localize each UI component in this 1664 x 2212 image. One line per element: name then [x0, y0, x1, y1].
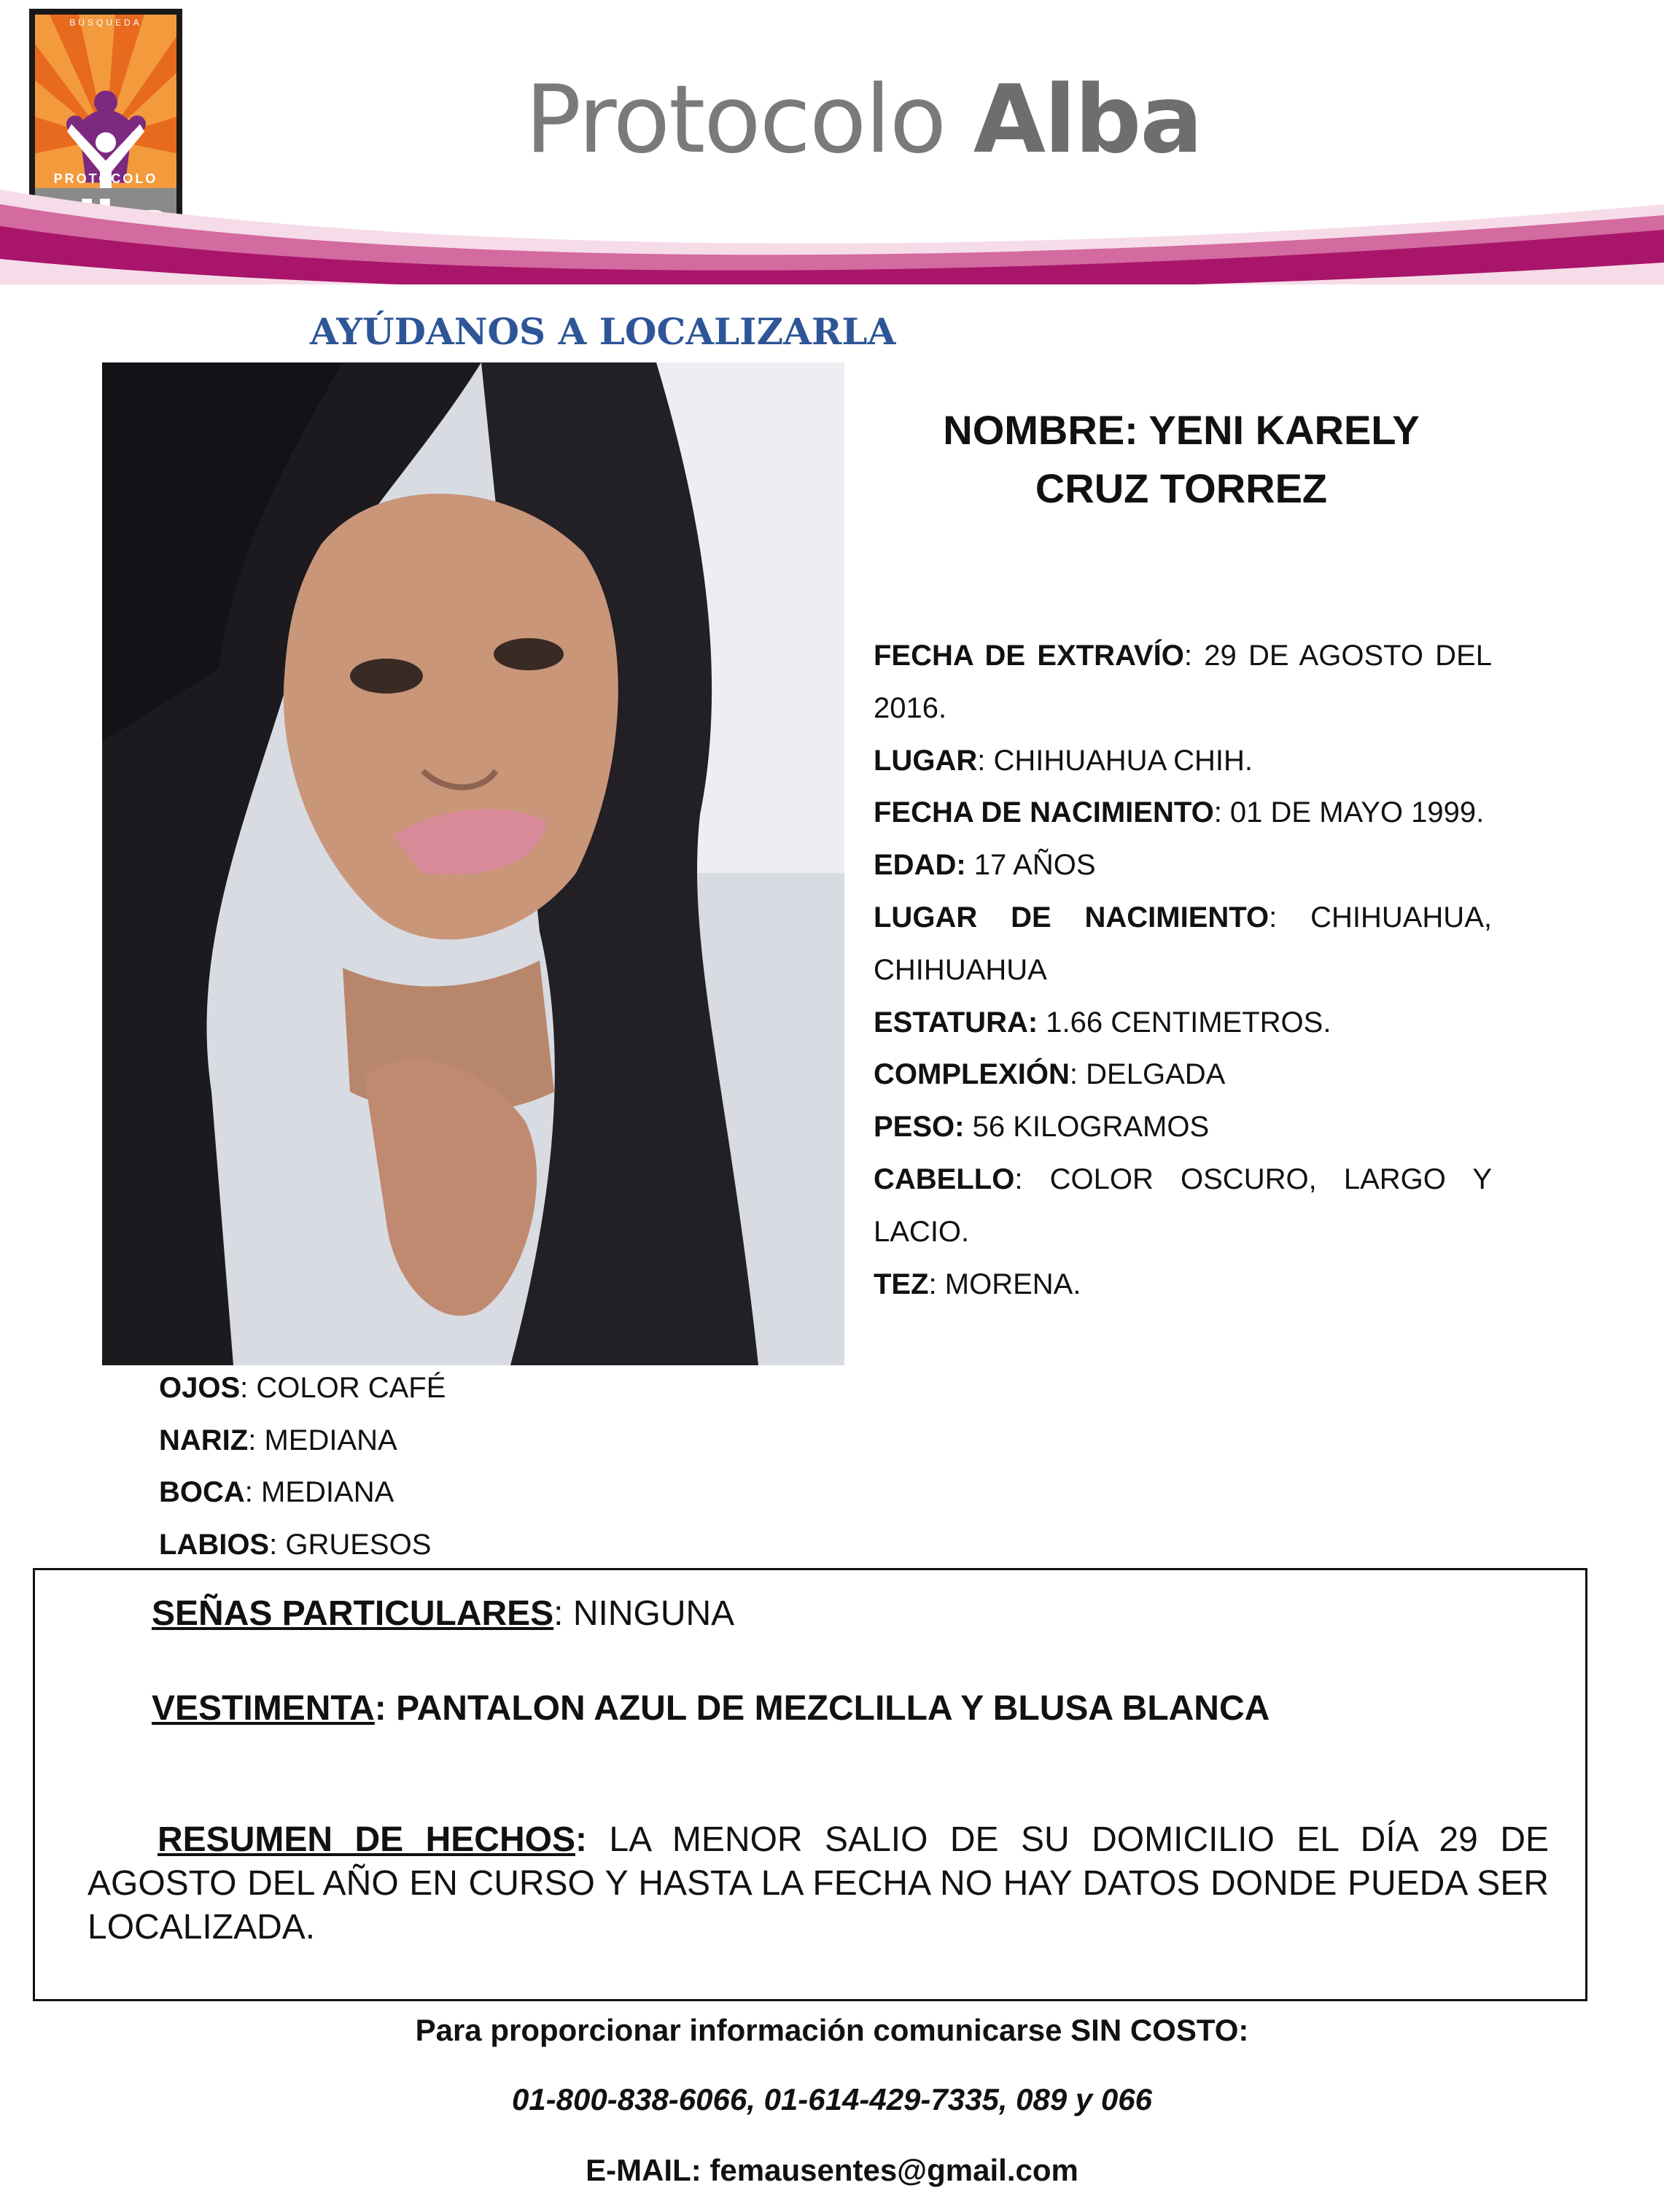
detail-value: COLOR OSCURO, LARGO Y LACIO. [874, 1163, 1492, 1248]
feature-value: : MEDIANA [248, 1424, 397, 1456]
detail-key: PESO: [874, 1111, 965, 1144]
detail-estatura [874, 997, 1492, 1049]
person-details [874, 630, 1492, 1311]
person-name-line-1: NOMBRE: YENI KARELY [943, 407, 1420, 453]
detail-key: LUGAR [874, 744, 978, 777]
detail-value: MORENA. [936, 1268, 1081, 1300]
feature-boca [159, 1467, 446, 1519]
detail-key: COMPLEXIÓN [874, 1058, 1070, 1091]
feature-ojos [159, 1362, 446, 1415]
feature-nariz [159, 1415, 446, 1467]
info-box [33, 1568, 1587, 2001]
detail-sep: : [1269, 901, 1278, 934]
feature-key: NARIZ [159, 1424, 249, 1456]
detail-fecha-extravio [874, 630, 1492, 735]
detail-value: DELGADA [1078, 1058, 1226, 1091]
person-name [860, 401, 1502, 518]
senas-particulares [152, 1594, 734, 1634]
detail-sep: : [977, 744, 986, 777]
vestimenta [152, 1688, 1270, 1728]
help-heading: AYÚDANOS A LOCALIZARLA [310, 310, 896, 353]
feature-key: LABIOS [159, 1528, 270, 1561]
detail-value: 56 KILOGRAMOS [964, 1111, 1210, 1144]
footer-contact-intro: Para proporcionar información comunicarse SIN COSTO: [415, 2013, 1249, 2047]
detail-complexion [874, 1049, 1492, 1101]
detail-key: TEZ [874, 1268, 929, 1300]
feature-value: : COLOR CAFÉ [240, 1372, 446, 1404]
resumen-key: RESUMEN DE HECHOS [158, 1820, 575, 1859]
feature-value: : MEDIANA [244, 1476, 394, 1508]
feature-labios [159, 1519, 446, 1572]
resumen-hechos [88, 1818, 1549, 1949]
senas-key: SEÑAS PARTICULARES [152, 1594, 554, 1633]
feature-value: : GRUESOS [269, 1528, 432, 1561]
detail-lugar-nacimiento [874, 892, 1492, 997]
detail-value: CHIHUAHUA, CHIHUAHUA [874, 901, 1492, 986]
feature-key: BOCA [159, 1476, 245, 1508]
detail-key: CABELLO [874, 1163, 1015, 1195]
detail-key: FECHA DE NACIMIENTO [874, 796, 1214, 829]
detail-tez [874, 1259, 1492, 1311]
detail-value: 29 DE AGOSTO DEL 2016. [874, 640, 1492, 724]
detail-fecha-nacimiento [874, 787, 1492, 839]
logo-top-text: BÚSQUEDA [69, 18, 142, 28]
portrait-image [102, 362, 844, 1365]
missing-person-photo [102, 362, 844, 1365]
vest-value: : PANTALON AZUL DE MEZCLILLA Y BLUSA BLANCA [374, 1689, 1270, 1728]
page-header [0, 0, 1664, 292]
vest-key: VESTIMENTA [152, 1689, 375, 1728]
resumen-value: LA MENOR SALIO DE SU DOMICILIO EL DÍA 29 DE AGOSTO DEL AÑO EN CURSO Y HASTA LA FECHA NO HAY DATOS DONDE PUEDA SER LOCALIZADA. [88, 1820, 1549, 1947]
detail-peso [874, 1101, 1492, 1154]
detail-sep: : [1213, 796, 1222, 829]
detail-lugar [874, 735, 1492, 788]
site-title [525, 66, 1202, 174]
site-title-bold: Alba [973, 66, 1202, 174]
footer-email: E-MAIL: femausentes@gmail.com [586, 2153, 1078, 2187]
detail-sep: : [1069, 1058, 1078, 1091]
resumen-colon: : [575, 1820, 587, 1859]
detail-key: EDAD: [874, 849, 966, 882]
senas-value: : NINGUNA [553, 1594, 735, 1633]
feature-key: OJOS [159, 1372, 241, 1404]
detail-edad [874, 839, 1492, 892]
detail-sep: : [1014, 1163, 1023, 1195]
detail-value: 01 DE MAYO 1999. [1221, 796, 1485, 829]
detail-cabello [874, 1154, 1492, 1259]
footer-phone-numbers: 01-800-838-6066, 01-614-429-7335, 089 y 066 [511, 2082, 1153, 2116]
detail-key: LUGAR DE NACIMIENTO [874, 901, 1270, 934]
header-swoosh [0, 175, 1664, 292]
detail-sep: : [928, 1268, 937, 1300]
detail-key: FECHA DE EXTRAVÍO [874, 640, 1184, 672]
site-title-light: Protocolo [525, 66, 946, 174]
detail-value: 17 AÑOS [965, 849, 1096, 882]
detail-value: CHIHUAHUA CHIH. [985, 744, 1253, 777]
logo-sub-text: PROTOCOLO [53, 171, 158, 186]
detail-sep: : [1183, 640, 1192, 672]
person-name-line-2: CRUZ TORREZ [1035, 465, 1328, 511]
detail-key: ESTATURA: [874, 1006, 1038, 1039]
detail-value: 1.66 CENTIMETROS. [1038, 1006, 1331, 1039]
facial-features [159, 1362, 446, 1571]
